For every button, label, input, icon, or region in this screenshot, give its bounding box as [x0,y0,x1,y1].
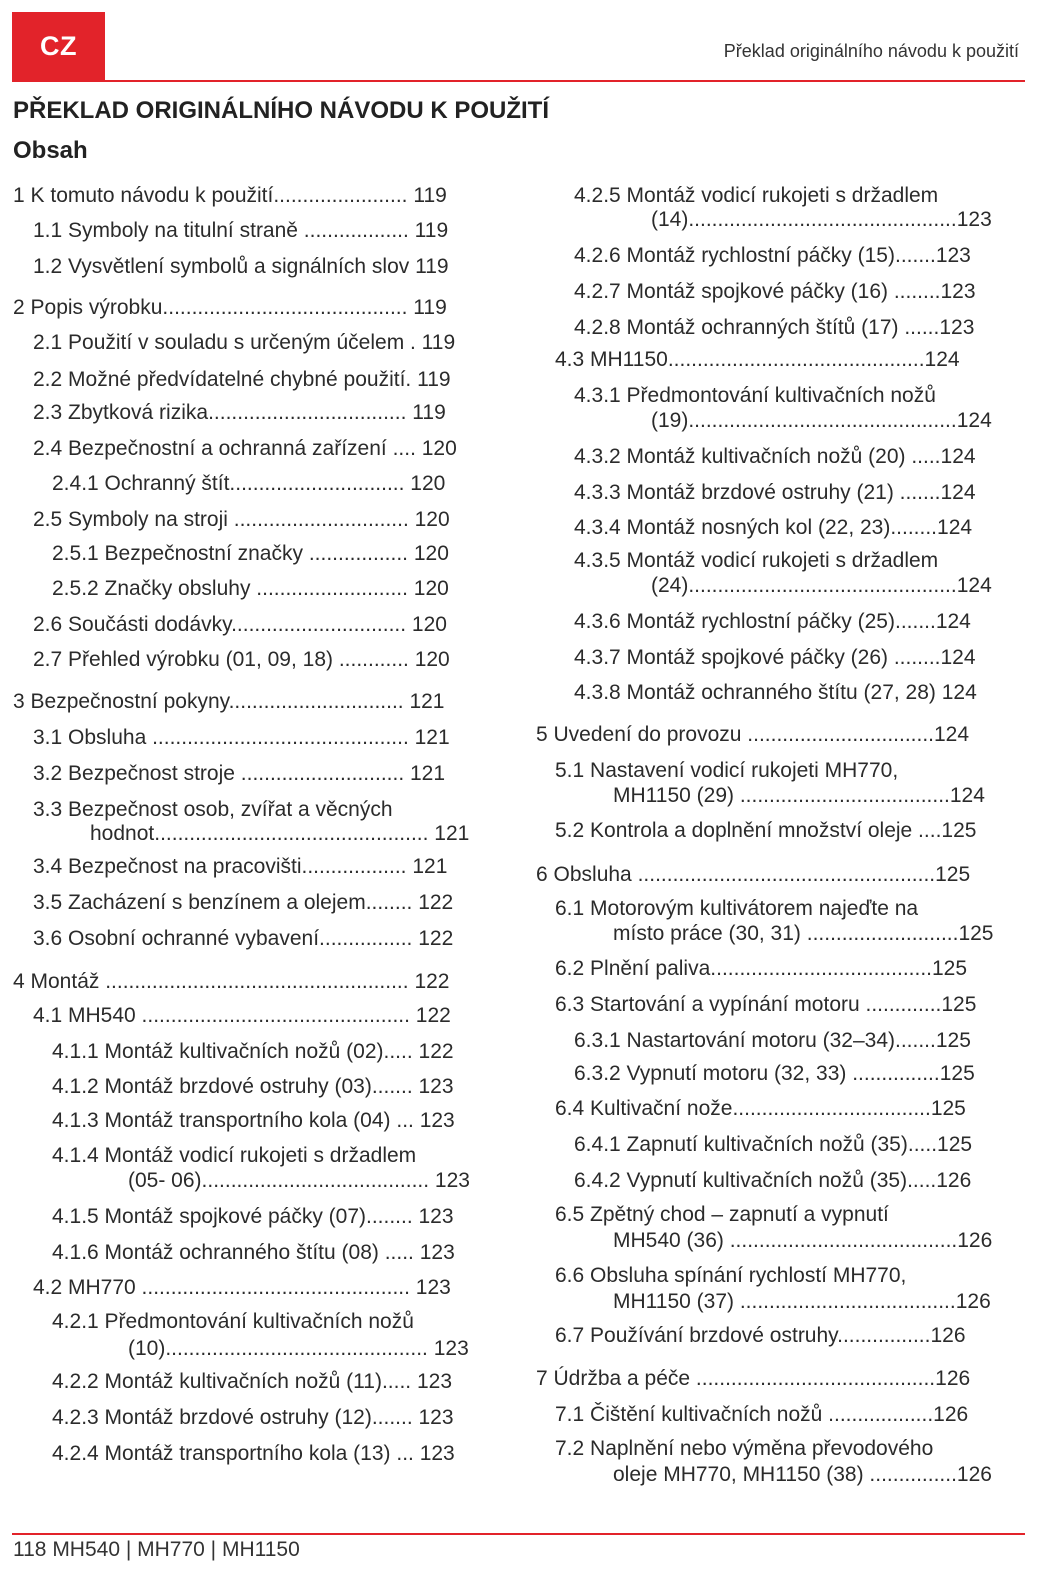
toc-entry: 4.1 MH540 .............................................. 122 [33,1004,451,1027]
toc-entry: 5 Uvedení do provozu ................................124 [536,723,970,746]
toc-entry: 3.1 Obsluha ............................................ 121 [33,726,450,749]
toc-entry: 6.3.2 Vypnutí motoru (32, 33) ...............125 [574,1062,975,1085]
toc-entry: 5.2 Kontrola a doplnění množství oleje ....125 [555,819,977,842]
toc-entry: 4.3.3 Montáž brzdové ostruhy (21) .......124 [574,481,976,504]
toc-entry: 6.5 Zpětný chod – zapnutí a vypnutí [555,1203,889,1226]
toc-entry: 3.6 Osobní ochranné vybavení................ 122 [33,927,454,950]
toc-entry: 4.1.6 Montáž ochranného štítu (08) ..... 123 [52,1241,455,1264]
toc-entry-continuation: hodnot............................................... 121 [90,822,470,845]
toc-entry: 4.3.5 Montáž vodicí rukojeti s držadlem [574,549,939,572]
toc-entry: 6.1 Motorovým kultivátorem najeďte na [555,897,919,920]
toc-entry: 2.3 Zbytková rizika.................................. 119 [33,401,446,424]
toc-entry: 3 Bezpečnostní pokyny.............................. 121 [13,690,445,713]
toc-entry: 4.3.8 Montáž ochranného štítu (27, 28) 124 [574,681,977,704]
toc-entry-continuation: MH540 (36) .......................................126 [613,1229,993,1252]
header-divider [12,80,1025,82]
toc-entry: 3.4 Bezpečnost na pracovišti.................. 121 [33,855,448,878]
toc-entry: 4.1.2 Montáž brzdové ostruhy (03)....... 123 [52,1075,454,1098]
toc-entry: 2.7 Přehled výrobku (01, 09, 18) ............ 120 [33,648,450,671]
toc-entry: 2 Popis výrobku.......................................... 119 [13,296,447,319]
toc-entry: 2.4 Bezpečnostní a ochranná zařízení .... 120 [33,437,457,460]
toc-entry: 7.1 Čištění kultivačních nožů ..................126 [555,1403,969,1426]
toc-entry: 3.5 Zacházení s benzínem a olejem........ 122 [33,891,454,914]
toc-entry: 4.3.6 Montáž rychlostní páčky (25).......124 [574,610,971,633]
toc-entry: 4.2.1 Předmontování kultivačních nožů [52,1310,414,1333]
toc-entry: 4.2.5 Montáž vodicí rukojeti s držadlem [574,184,939,207]
toc-entry: 4.3 MH1150............................................124 [555,348,960,371]
toc-entry: 6.4.1 Zapnutí kultivačních nožů (35).....125 [574,1133,973,1156]
toc-entry: 6.2 Plnění paliva......................................125 [555,957,968,980]
toc-entry: 2.5.2 Značky obsluhy .......................... 120 [52,577,449,600]
running-header-title: Překlad originálního návodu k použití [723,41,1019,61]
toc-entry: 4.1.4 Montáž vodicí rukojeti s držadlem [52,1144,417,1167]
toc-entry: 4.2.2 Montáž kultivačních nožů (11)..... 123 [52,1370,452,1393]
page-title: PŘEKLAD ORIGINÁLNÍHO NÁVODU K POUŽITÍ [13,97,550,124]
toc-entry: 4.1.1 Montáž kultivačních nožů (02)..... 122 [52,1040,454,1063]
toc-entry: 4.1.5 Montáž spojkové páčky (07)........ 123 [52,1205,454,1228]
toc-entry-continuation: (24)..............................................124 [651,574,992,597]
toc-entry-continuation: (14)..............................................123 [651,208,992,231]
toc-entry: 7.2 Naplnění nebo výměna převodového [555,1437,934,1460]
toc-entry: 6.7 Používání brzdové ostruhy................126 [555,1324,966,1347]
toc-entry: 6.4.2 Vypnutí kultivačních nožů (35).....126 [574,1169,972,1192]
toc-entry-continuation: místo práce (30, 31) ..........................125 [613,922,994,945]
toc-entry: 5.1 Nastavení vodicí rukojeti MH770, [555,759,899,782]
toc-entry: 4.2.6 Montáž rychlostní páčky (15).......123 [574,244,971,267]
toc-entry: 4.3.2 Montáž kultivačních nožů (20) .....124 [574,445,976,468]
toc-entry-continuation: (05- 06)....................................... 123 [128,1169,470,1192]
toc-entry: 4 Montáž .................................................... 122 [13,970,450,993]
toc-entry: 6.4 Kultivační nože..................................125 [555,1097,966,1120]
toc-entry: 4.2.4 Montáž transportního kola (13) ... 123 [52,1442,455,1465]
toc-entry: 6.6 Obsluha spínání rychlostí MH770, [555,1264,907,1287]
toc-entry: 4.2.3 Montáž brzdové ostruhy (12)....... 123 [52,1406,454,1429]
toc-heading: Obsah [13,137,88,164]
footer-divider [12,1533,1025,1535]
toc-entry: 3.3 Bezpečnost osob, zvířat a věcných [33,798,393,821]
toc-entry: 4.3.4 Montáž nosných kol (22, 23)........124 [574,516,973,539]
toc-entry: 4.1.3 Montáž transportního kola (04) ... 123 [52,1109,455,1132]
toc-entry: 4.2.7 Montáž spojkové páčky (16) ........123 [574,280,976,303]
toc-entry: 2.5.1 Bezpečnostní značky ................. 120 [52,542,449,565]
page-footer: 118 MH540 | MH770 | MH1150 [13,1538,300,1561]
toc-entry: 2.5 Symboly na stroji .............................. 120 [33,508,450,531]
toc-entry: 1 K tomuto návodu k použití....................... 119 [13,184,447,207]
toc-entry: 7 Údržba a péče .........................................126 [536,1367,971,1390]
toc-entry-continuation: oleje MH770, MH1150 (38) ...............126 [613,1463,992,1486]
toc-entry: 6 Obsluha ...................................................125 [536,863,971,886]
toc-entry-continuation: (19)..............................................124 [651,409,992,432]
toc-entry: 4.3.1 Předmontování kultivačních nožů [574,384,936,407]
toc-entry: 6.3 Startování a vypínání motoru .............125 [555,993,977,1016]
toc-entry: 6.3.1 Nastartování motoru (32–34).......125 [574,1029,971,1052]
language-badge: CZ [12,12,105,80]
toc-entry: 3.2 Bezpečnost stroje ............................ 121 [33,762,446,785]
toc-entry-continuation: MH1150 (29) ....................................124 [613,784,985,807]
toc-entry-continuation: (10)............................................. 123 [128,1337,469,1360]
toc-entry: 2.6 Součásti dodávky.............................. 120 [33,613,447,636]
toc-entry: 2.1 Použití v souladu s určeným účelem . 119 [33,331,456,354]
toc-entry: 4.2 MH770 .............................................. 123 [33,1276,451,1299]
toc-entry: 1.1 Symboly na titulní straně .................. 119 [33,219,449,242]
toc-entry: 2.2 Možné předvídatelné chybné použití. 119 [33,368,451,391]
toc-entry: 2.4.1 Ochranný štít.............................. 120 [52,472,446,495]
toc-entry: 4.2.8 Montáž ochranných štítů (17) ......123 [574,316,975,339]
toc-entry: 4.3.7 Montáž spojkové páčky (26) ........124 [574,646,976,669]
toc-entry: 1.2 Vysvětlení symbolů a signálních slov 119 [33,255,449,278]
toc-entry-continuation: MH1150 (37) .....................................126 [613,1290,991,1313]
